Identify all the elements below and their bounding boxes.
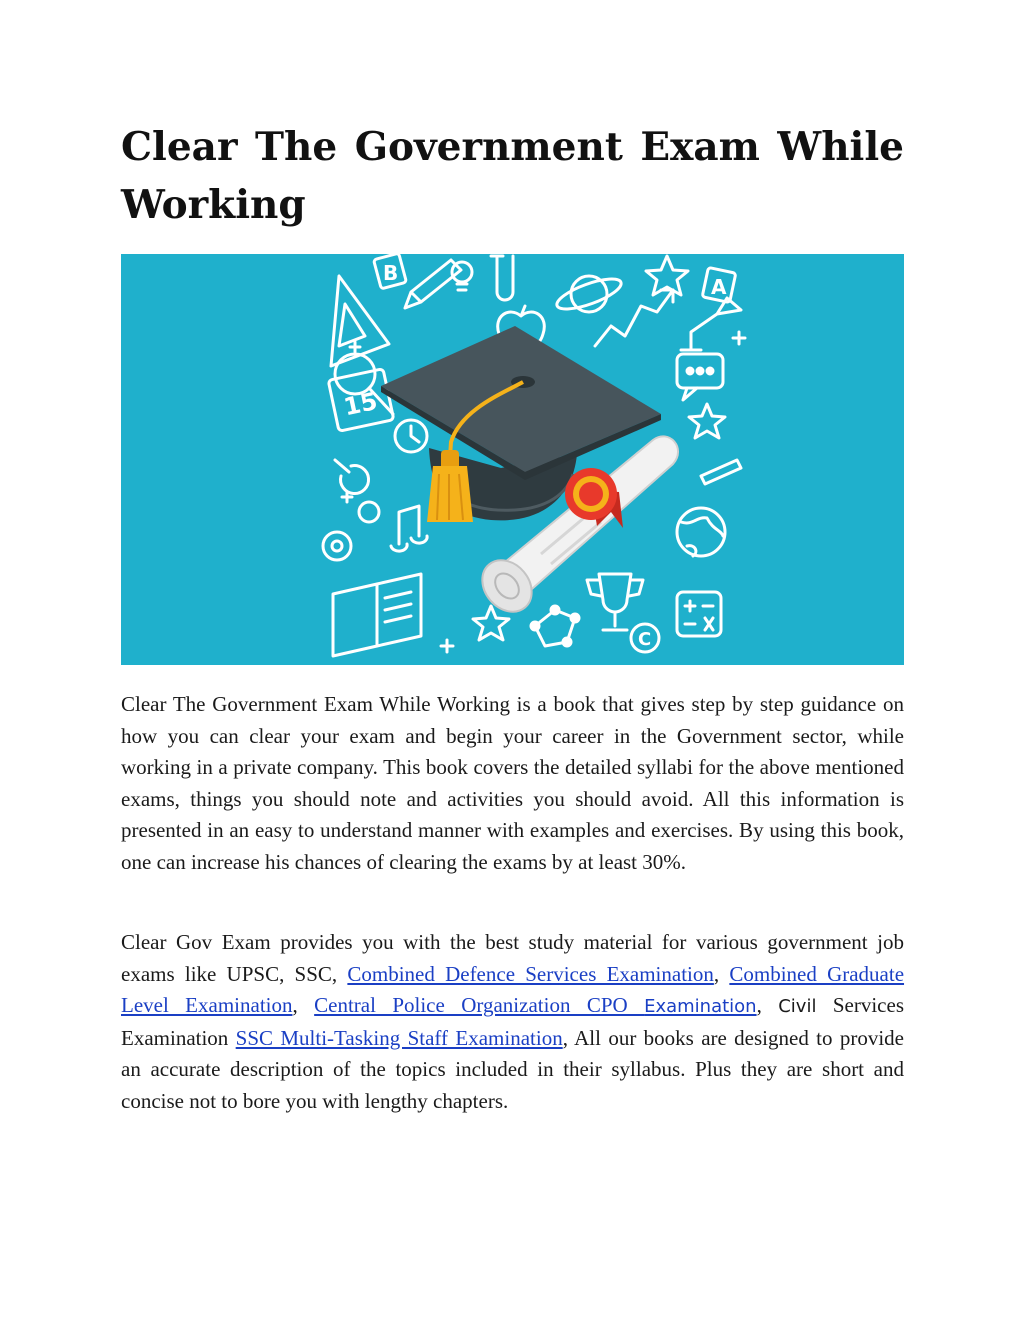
letter-b-glyph: B xyxy=(383,261,399,285)
sparkle-icon xyxy=(350,342,360,352)
sparkle-icon xyxy=(441,640,453,652)
separator-text: , xyxy=(756,993,779,1017)
pencil-icon xyxy=(701,460,741,484)
link-ssc-multi-tasking-staff[interactable]: SSC Multi-Tasking Staff Examination xyxy=(235,1025,563,1050)
star-icon xyxy=(473,606,509,640)
music-note-icon xyxy=(391,506,427,551)
education-illustration xyxy=(121,254,904,665)
page-title: Clear The Government Exam While Working xyxy=(121,124,904,228)
separator-text: , xyxy=(713,961,730,986)
trophy-icon xyxy=(587,574,643,630)
separator-text: , xyxy=(292,993,315,1017)
test-tube-icon xyxy=(491,256,513,300)
desk-lamp-icon xyxy=(681,298,741,350)
paragraph-outro: , All our books are designed to provide an accurate description of the topics included in their syllabus. Plus they are short and concise not to bore you with lengthy chapters. xyxy=(121,1025,905,1113)
hero-illustration xyxy=(121,254,904,665)
flask-icon xyxy=(335,460,369,494)
letter-c-glyph: C xyxy=(638,629,652,650)
math-signs-icon xyxy=(677,592,721,636)
link-combined-graduate-level[interactable]: Combined Graduate Level Examination xyxy=(121,961,905,1017)
study-material-paragraph xyxy=(121,927,904,1117)
star-icon xyxy=(689,404,725,438)
link-central-police-organization[interactable] xyxy=(314,993,756,1017)
description-paragraph: Clear The Government Exam While Working is a book that gives step by step guidance on how you can clear your exam and begin your career in the Government sector, while working in a private company. This book covers the detailed syllabi for the above mentioned exams, things you should note and activities you should avoid. All this information is presented in an easy to understand manner with examples and exercises. By using this book, one can increase his chances of clearing the exams by at least 30%. xyxy=(121,692,904,874)
letter-a-glyph: A xyxy=(711,275,727,299)
open-book-icon xyxy=(333,574,421,656)
calendar-number: 15 xyxy=(341,387,380,422)
civil-services-text: Services Examination xyxy=(121,993,904,1050)
link-combined-defence-services[interactable]: Combined Defence Services Examination xyxy=(347,961,714,986)
sparkle-icon xyxy=(733,332,745,344)
link-cpo-examination-text: Examination xyxy=(644,996,757,1017)
triangle-ruler-icon xyxy=(331,276,389,366)
lightbulb-icon xyxy=(452,262,472,282)
gear-icon xyxy=(359,502,379,522)
link-cpo-text: Central Police Organization CPO xyxy=(314,993,645,1017)
civil-word: Civil xyxy=(778,996,817,1017)
paragraph-intro: Clear Gov Exam provides you with the best study material for various government job exams like UPSC, SSC, xyxy=(121,930,904,986)
